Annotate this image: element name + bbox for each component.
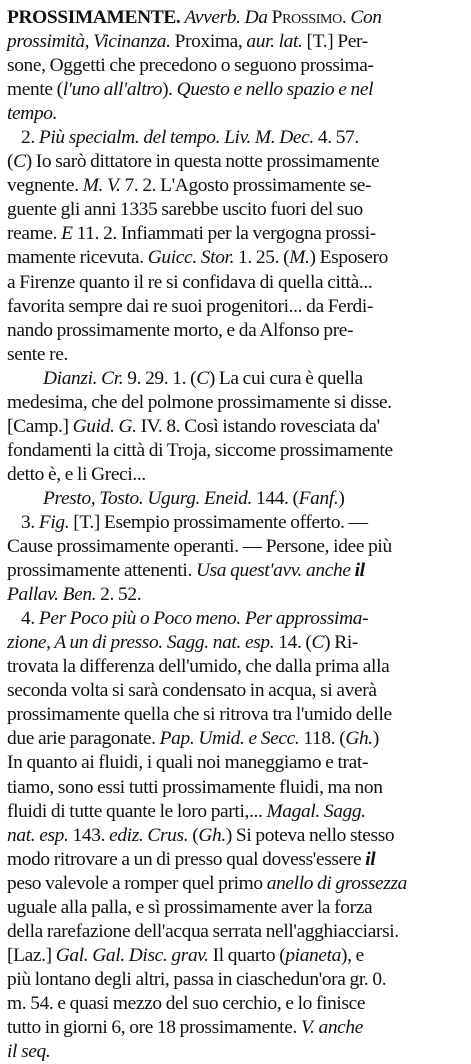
text-run: mamente ricevuta. bbox=[7, 247, 148, 269]
text-run: Gh. bbox=[345, 728, 373, 750]
text-run: ) Si poteva nello stesso bbox=[225, 824, 395, 846]
text-line bbox=[7, 655, 465, 679]
text-run: zione, A un di presso. Sagg. nat. esp. bbox=[7, 632, 275, 654]
text-run: il seq. bbox=[7, 1041, 51, 1063]
text-run: Dianzi. Cr. bbox=[43, 367, 124, 389]
text-run: C bbox=[311, 632, 325, 654]
text-line bbox=[7, 607, 465, 631]
text-run: tiamo, sono essi tutti prossimamente fluidi, ma non bbox=[7, 776, 383, 798]
text-run: guente gli anni 1335 sarebbe uscito fuori del suo bbox=[7, 199, 363, 221]
text-run: Pallav. Ben. bbox=[7, 584, 97, 606]
text-line bbox=[7, 198, 465, 222]
text-line bbox=[7, 896, 465, 920]
text-line bbox=[7, 415, 465, 439]
text-line bbox=[7, 150, 465, 174]
text-run: M. V. bbox=[82, 175, 121, 197]
text-line bbox=[7, 343, 465, 367]
text-line bbox=[7, 174, 465, 198]
text-line bbox=[7, 944, 465, 968]
text-run: mente ( bbox=[7, 79, 63, 101]
text-run: ) La cui cura è quella bbox=[208, 367, 363, 389]
text-run: Per Poco più o Poco meno. Per approssima- bbox=[38, 608, 369, 630]
text-line bbox=[7, 727, 465, 751]
text-run: IV. 8. Così istando rovesciata da' bbox=[136, 415, 380, 437]
text-line bbox=[7, 6, 465, 30]
text-run: 7. 2. L'Agosto prossimamente se- bbox=[120, 175, 372, 197]
text-line bbox=[7, 1016, 465, 1040]
text-run: il bbox=[365, 848, 376, 870]
text-run: 2. 52. bbox=[96, 584, 142, 606]
text-run: ) Esposero bbox=[309, 247, 388, 269]
text-run: C bbox=[13, 151, 26, 173]
text-run: 118. ( bbox=[299, 728, 346, 750]
text-line bbox=[7, 679, 465, 703]
text-run: m. 54. e quasi mezzo del suo cerchio, e lo finisce bbox=[7, 992, 366, 1014]
text-run: il bbox=[354, 560, 365, 582]
text-line bbox=[7, 920, 465, 944]
text-run: prossimamente quella che si ritrova tra l'umido delle bbox=[7, 704, 392, 726]
text-run: Avverb. Da bbox=[184, 7, 268, 28]
text-run: 143. bbox=[68, 824, 110, 846]
text-run: della rarefazione dell'acqua serrata nell'agghiacciarsi. bbox=[7, 920, 399, 942]
text-run: ). bbox=[162, 79, 177, 101]
text-run: ), e bbox=[341, 944, 364, 966]
text-line bbox=[7, 751, 465, 775]
text-run: M. bbox=[289, 247, 310, 269]
text-line bbox=[7, 487, 465, 511]
text-run: 11. 2. Infiammati per la vergogna prossi- bbox=[72, 223, 376, 245]
text-run: Guicc. Stor. bbox=[147, 247, 235, 269]
text-run: prossimamente attenenti. bbox=[7, 560, 196, 582]
text-run: Gh. bbox=[198, 824, 226, 846]
text-line bbox=[7, 439, 465, 463]
text-line bbox=[7, 824, 465, 848]
text-run: Questo e nello spazio e nel bbox=[176, 79, 374, 101]
text-run: aur. lat. bbox=[246, 31, 303, 53]
text-line bbox=[7, 776, 465, 800]
text-run: 4. 57. bbox=[313, 127, 359, 149]
text-line bbox=[7, 631, 465, 655]
text-run: Presto, Tosto. Ugurg. Eneid. bbox=[43, 487, 253, 509]
text-run: Gal. Gal. Disc. grav. bbox=[55, 944, 209, 966]
text-run: pianeta bbox=[285, 944, 342, 966]
text-run: due arie paragonate. bbox=[7, 728, 160, 750]
text-line bbox=[7, 992, 465, 1016]
text-run: 9. 29. 1. ( bbox=[123, 367, 197, 389]
text-run: medesima, che del polmone prossimamente si disse. bbox=[7, 391, 392, 413]
text-run: Fig. bbox=[38, 511, 70, 533]
text-run: prossimità, Vicinanza. bbox=[7, 31, 171, 53]
text-line bbox=[7, 559, 465, 583]
text-run: In quanto ai fluidi, i quali noi maneggiamo e trat- bbox=[7, 752, 369, 774]
text-run: Guid. G. bbox=[72, 415, 137, 437]
text-run: ( bbox=[7, 151, 14, 173]
text-run: 4. bbox=[21, 608, 39, 630]
text-run: C bbox=[196, 367, 209, 389]
text-line bbox=[7, 703, 465, 727]
text-run: Pap. Umid. e Secc. bbox=[159, 728, 300, 750]
text-run: l'uno all'altro bbox=[62, 79, 163, 101]
text-run: V. anche bbox=[300, 1016, 364, 1038]
dictionary-entry-prossimamente bbox=[7, 6, 465, 1064]
text-line bbox=[7, 222, 465, 246]
text-line bbox=[7, 78, 465, 102]
text-run: fluidi di tutte quante le loro parti,... bbox=[7, 800, 267, 822]
text-line bbox=[7, 968, 465, 992]
text-line bbox=[7, 535, 465, 559]
text-run: sone, Oggetti che precedono o seguono prossima- bbox=[7, 55, 374, 77]
text-line bbox=[7, 872, 465, 896]
text-line bbox=[7, 319, 465, 343]
text-line bbox=[7, 463, 465, 487]
text-line bbox=[7, 367, 465, 391]
text-run: Magal. Sagg. bbox=[266, 800, 366, 822]
text-run: 3. bbox=[21, 511, 39, 533]
text-run: Usa quest'avv. anche bbox=[195, 560, 351, 582]
text-line bbox=[7, 1040, 465, 1064]
text-line bbox=[7, 246, 465, 270]
text-run: ) bbox=[338, 487, 345, 509]
text-run: Cause prossimamente operanti. — Persone, idee più bbox=[7, 536, 392, 558]
text-run: favorita sempre dai re suoi progenitori... da Ferdi- bbox=[7, 295, 373, 317]
text-run: 2. bbox=[21, 127, 39, 149]
text-run: Il quarto ( bbox=[208, 944, 286, 966]
text-line bbox=[7, 583, 465, 607]
text-run: fondamenti la città di Troja, siccome prossimamente bbox=[7, 439, 393, 461]
text-run: seconda volta si sarà condensato in acqua, si averà bbox=[7, 680, 377, 702]
text-line bbox=[7, 511, 465, 535]
text-run: ( bbox=[188, 824, 199, 846]
text-run: peso valevole a romper quel primo bbox=[7, 872, 267, 894]
text-run: anello di grossezza bbox=[266, 872, 408, 894]
text-run: detto è, e li Greci... bbox=[7, 463, 146, 485]
text-run: [Laz.] bbox=[7, 944, 56, 966]
text-line bbox=[7, 126, 465, 150]
text-run: 144. ( bbox=[252, 487, 299, 509]
text-run: [T.] Per- bbox=[302, 31, 368, 53]
text-run: reame. bbox=[7, 223, 62, 245]
text-run: PROSSIMAMENTE. bbox=[7, 7, 181, 28]
text-line bbox=[7, 848, 465, 872]
text-run: tempo. bbox=[7, 103, 58, 125]
text-run: Fanf. bbox=[298, 487, 339, 509]
text-run: Prossimo. bbox=[271, 7, 347, 28]
text-run: 14. ( bbox=[274, 632, 312, 654]
text-run: ) Io sarò dittatore in questa notte prossimamente bbox=[25, 151, 380, 173]
text-run: trovata la differenza dell'umido, che dalla prima alla bbox=[7, 656, 390, 678]
text-line bbox=[7, 391, 465, 415]
text-run: ) Ri- bbox=[324, 632, 358, 654]
text-run: E bbox=[61, 223, 73, 245]
text-line bbox=[7, 800, 465, 824]
text-run: Più specialm. del tempo. Liv. M. Dec. bbox=[38, 127, 314, 149]
text-line bbox=[7, 102, 465, 126]
text-run: vegnente. bbox=[7, 175, 83, 197]
text-line bbox=[7, 295, 465, 319]
text-run: 1. 25. ( bbox=[234, 247, 290, 269]
text-run: nat. esp. bbox=[7, 824, 69, 846]
text-run: tutto in giorni 6, ore 18 prossimamente. bbox=[7, 1016, 301, 1038]
text-run: modo ritrovare a un di presso qual dovess'essere bbox=[7, 848, 366, 870]
text-run: Proxima, bbox=[170, 31, 247, 53]
text-run: più lontano degli altri, passa in ciaschedun'ora gr. 0. bbox=[7, 968, 387, 990]
text-run: sente re. bbox=[7, 343, 68, 365]
text-line bbox=[7, 30, 465, 54]
text-run: uguale alla palla, e sì prossimamente aver la forza bbox=[7, 896, 373, 918]
text-run: ediz. Crus. bbox=[109, 824, 189, 846]
text-line bbox=[7, 271, 465, 295]
text-run: [Camp.] bbox=[7, 415, 73, 437]
text-run: ) bbox=[372, 728, 379, 750]
text-run: a Firenze quanto il re si confidava di quella città... bbox=[7, 271, 373, 293]
text-line bbox=[7, 54, 465, 78]
text-run: Con bbox=[350, 7, 382, 28]
text-run: [T.] Esempio prossimamente offerto. — bbox=[69, 511, 368, 533]
text-run: nando prossimamente morto, e da Alfonso pre- bbox=[7, 319, 354, 341]
